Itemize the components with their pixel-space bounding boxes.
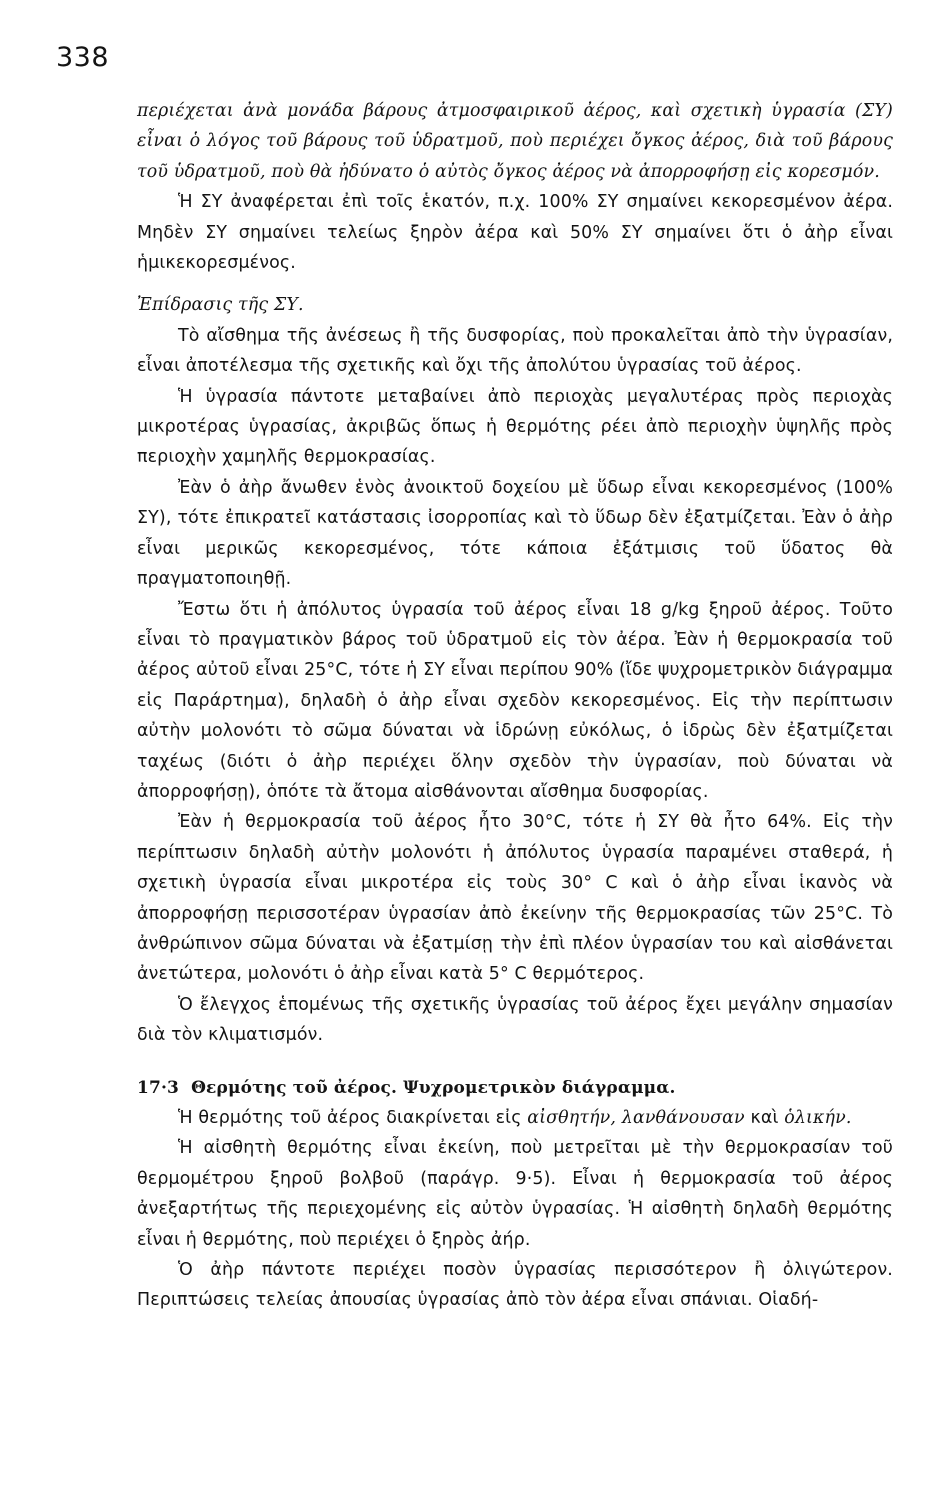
paragraph-comfort-feeling: Τὸ αἴσθημα τῆς ἀνέσεως ἢ τῆς δυσφορίας, ποὺ προκαλεῖται ἀπὸ τὴν ὑγρασίαν, εἶναι ἀποτέλεσμα τῆς σχετικῆς καὶ ὄχι τῆς ἀπολύτου ὑγρασίας τοῦ ἀέρος. — [137, 325, 893, 377]
section-number: 17·3 — [137, 1077, 180, 1098]
paragraph-definition-continued: περιέχεται ἀνὰ μονάδα βάρους ἀτμοσφαιρικοῦ ἀέρος, καὶ σχετικὴ ὑγρασία (ΣΥ) εἶναι ὁ λόγος τοῦ βάρους τοῦ ὑδρατμοῦ, ποὺ περιέχει ὄγκος ἀέρος, διὰ τοῦ βάρους τοῦ ὑδρατμοῦ, ποὺ θὰ ἠδύνατο ὁ αὐτὸς ὄγκος ἀέρος νὰ ἀπορροφήσῃ εἰς κορεσμόν. — [137, 101, 893, 182]
paragraph-air-moisture: Ὁ ἀὴρ πάντοτε περιέχει ποσὸν ὑγρασίας περισσότερον ἢ ὀλιγώτερον. Περιπτώσεις τελείας ἀπουσίας ὑγρασίας ἀπὸ τὸν ἀέρα εἶναι σπάνιαι. Οἱαδή- — [137, 1260, 893, 1311]
heat-types-intro: Ἡ θερμότης τοῦ ἀέρος διακρίνεται εἰς — [178, 1108, 522, 1128]
section-heading — [137, 1073, 893, 1103]
section-title: Θερμότης τοῦ ἀέρος. Ψυχρομετρικὸν διάγραμμα. — [191, 1077, 676, 1098]
paragraph-percent-explanation: Ἡ ΣΥ ἀναφέρεται ἐπὶ τοῖς ἑκατόν, π.χ. 100% ΣΥ σημαίνει κεκορεσμένον ἀέρα. Μηδὲν ΣΥ σημαίνει τελείως ξηρὸν ἀέρα καὶ 50% ΣΥ σημαίνει ὅτι ὁ ἀὴρ εἶναι ἡμικεκορεσμένος. — [137, 192, 893, 274]
heat-types-and: καὶ — [750, 1108, 779, 1128]
paragraph-control-importance: Ὁ ἔλεγχος ἑπομένως τῆς σχετικῆς ὑγρασίας τοῦ ἀέρος ἔχει μεγάλην σημασίαν διὰ τὸν κλιματισμόν. — [137, 994, 893, 1046]
term-sensible: αἰσθητήν, — [527, 1108, 617, 1128]
paragraph-saturated-container: Ἐὰν ὁ ἀὴρ ἄνωθεν ἑνὸς ἀνοικτοῦ δοχείου μὲ ὕδωρ εἶναι κεκορεσμένος (100% ΣΥ), τότε ἐπικρατεῖ κατάστασις ἰσορροπίας καὶ τὸ ὕδωρ δὲν ἐξατμίζεται. Ἐὰν ὁ ἀὴρ εἶναι μερικῶς κεκορεσμένος, τότε κάποια ἐξάτμισις τοῦ ὕδατος θὰ πραγματοποιηθῇ. — [137, 477, 893, 590]
term-total: ὁλικήν. — [784, 1108, 852, 1128]
page-body — [137, 96, 893, 1316]
paragraph-humidity-flow: Ἡ ὑγρασία πάντοτε μεταβαίνει ἀπὸ περιοχὰς μεγαλυτέρας πρὸς περιοχὰς μικροτέρας ὑγρασίας, ἀκριβῶς ὅπως ἡ θερμότης ρέει ἀπὸ περιοχὴν ὑψηλῆς πρὸς περιοχὴν χαμηλῆς θερμοκρασίας. — [137, 386, 893, 468]
paragraph-sensible-heat: Ἡ αἰσθητὴ θερμότης εἶναι ἐκείνη, ποὺ μετρεῖται μὲ τὴν θερμοκρασίαν τοῦ θερμομέτρου ξηροῦ βολβοῦ (παράγρ. 9·5). Εἶναι ἡ θερμοκρασία τοῦ ἀέρος ἀνεξαρτήτως τῆς περιεχομένης εἰς αὐτὸν ὑγρασίας. Ἡ αἰσθητὴ δηλαδὴ θερμότης εἶναι ἡ θερμότης, ποὺ περιέχει ὁ ξηρὸς ἀήρ. — [137, 1138, 893, 1250]
paragraph-example-25c: Ἔστω ὅτι ἡ ἀπόλυτος ὑγρασία τοῦ ἀέρος εἶναι 18 g/kg ξηροῦ ἀέρος. Τοῦτο εἶναι τὸ πραγματικὸν βάρος τοῦ ὑδρατμοῦ εἰς τὸν ἀέρα. Ἐὰν ἡ θερμοκρασία τοῦ ἀέρος αὐτοῦ εἶναι 25°C, τότε ἡ ΣΥ εἶναι περίπου 90% (ἴδε ψυχρομετρικὸν διάγραμμα εἰς Παράρτημα), δηλαδὴ ὁ ἀὴρ εἶναι σχεδὸν κεκορεσμένος. Εἰς τὴν περίπτωσιν αὐτὴν μολονότι τὸ σῶμα δύναται νὰ ἱδρώνῃ εὐκόλως, ὁ ἱδρὼς δὲν ἐξατμίζεται ταχέως (διότι ὁ ἀὴρ περιέχει ὅλην σχεδὸν τὴν ὑγρασίαν, ποὺ δύναται νὰ ἀπορροφήσῃ), ὁπότε τὰ ἄτομα αἰσθάνονται αἴσθημα δυσφορίας. — [137, 599, 894, 802]
page-number: 338 — [56, 42, 110, 73]
term-latent: λανθάνουσαν — [621, 1108, 745, 1128]
paragraph-heat-types — [137, 1103, 893, 1133]
paragraph-example-30c: Ἐὰν ἡ θερμοκρασία τοῦ ἀέρος ἦτο 30°C, τότε ἡ ΣΥ θὰ ἦτο 64%. Εἰς τὴν περίπτωσιν δηλαδὴ αὐτὴν μολονότι ἡ ἀπόλυτος ὑγρασία παραμένει σταθερά, ἡ σχετικὴ ὑγρασία εἶναι μικροτέρα εἰς τοὺς 30° C καὶ ὁ ἀὴρ εἶναι ἱκανὸς νὰ ἀπορροφήσῃ περισσοτέραν ὑγρασίαν ἀπὸ ἐκείνην τῆς θερμοκρασίας τῶν 25°C. Τὸ ἀνθρώπινον σῶμα δύναται νὰ ἐξατμίσῃ τὴν ἐπὶ πλέον ὑγρασίαν του καὶ αἰσθάνεται ἀνετώτερα, μολονότι ὁ ἀὴρ εἶναι κατὰ 5° C θερμότερος. — [137, 812, 893, 985]
subheading-effect-of-humidity: Ἐπίδρασις τῆς ΣΥ. — [137, 295, 304, 316]
